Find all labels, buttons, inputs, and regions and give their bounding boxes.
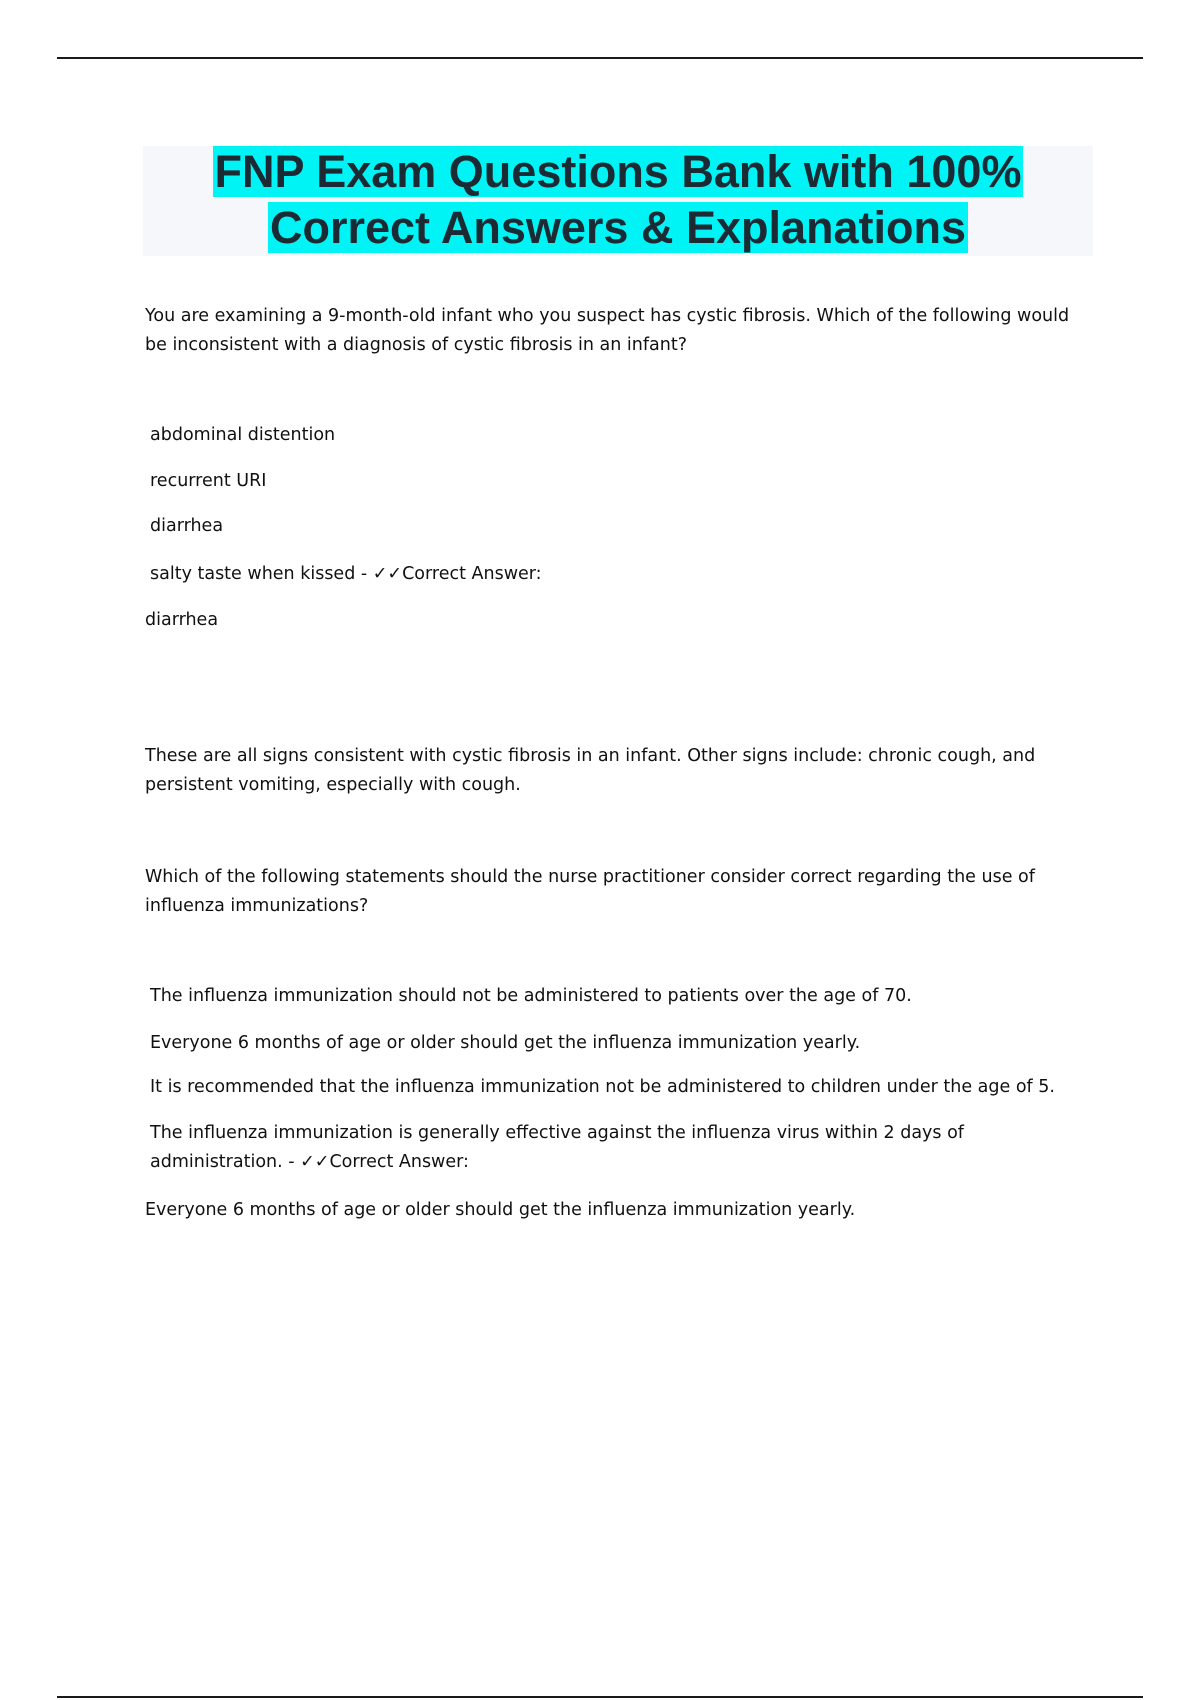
question-1-option-c: diarrhea <box>150 516 224 536</box>
title-line-1: FNP Exam Questions Bank with 100% <box>214 146 1022 197</box>
question-2-answer: Everyone 6 months of age or older should get the influenza immunization yearly. <box>145 1200 856 1220</box>
question-1-option-a: abdominal distention <box>150 425 336 445</box>
bottom-rule <box>57 1696 1143 1698</box>
question-2-option-d: The influenza immunization is generally effective against the influenza virus within 2 days of administration. - ✓✓Correct Answer: <box>150 1123 964 1172</box>
question-2-option-c: It is recommended that the influenza immunization not be administered to children under the age of 5. <box>150 1077 1055 1097</box>
question-2-option-a: The influenza immunization should not be administered to patients over the age of 70. <box>150 986 912 1006</box>
question-1-answer: diarrhea <box>145 610 219 630</box>
question-2-option-b: Everyone 6 months of age or older should get the influenza immunization yearly. <box>150 1033 861 1053</box>
question-1-prompt: You are examining a 9-month-old infant who you suspect has cystic fibrosis. Which of the following would be inconsistent with a diagnosis of cystic fibrosis in an infant? <box>145 306 1070 355</box>
question-1-option-d: salty taste when kissed - ✓✓Correct Answer: <box>150 564 542 584</box>
title-line-2: Correct Answers & Explanations <box>269 202 967 253</box>
question-1-explanation: These are all signs consistent with cystic fibrosis in an infant. Other signs include: chronic cough, and persistent vomiting, especially with cough. <box>145 746 1036 795</box>
question-1-option-b: recurrent URI <box>150 471 267 491</box>
document-title <box>143 146 1093 256</box>
question-2-prompt: Which of the following statements should the nurse practitioner consider correct regarding the use of influenza immunizations? <box>145 867 1035 916</box>
top-rule <box>57 57 1143 59</box>
